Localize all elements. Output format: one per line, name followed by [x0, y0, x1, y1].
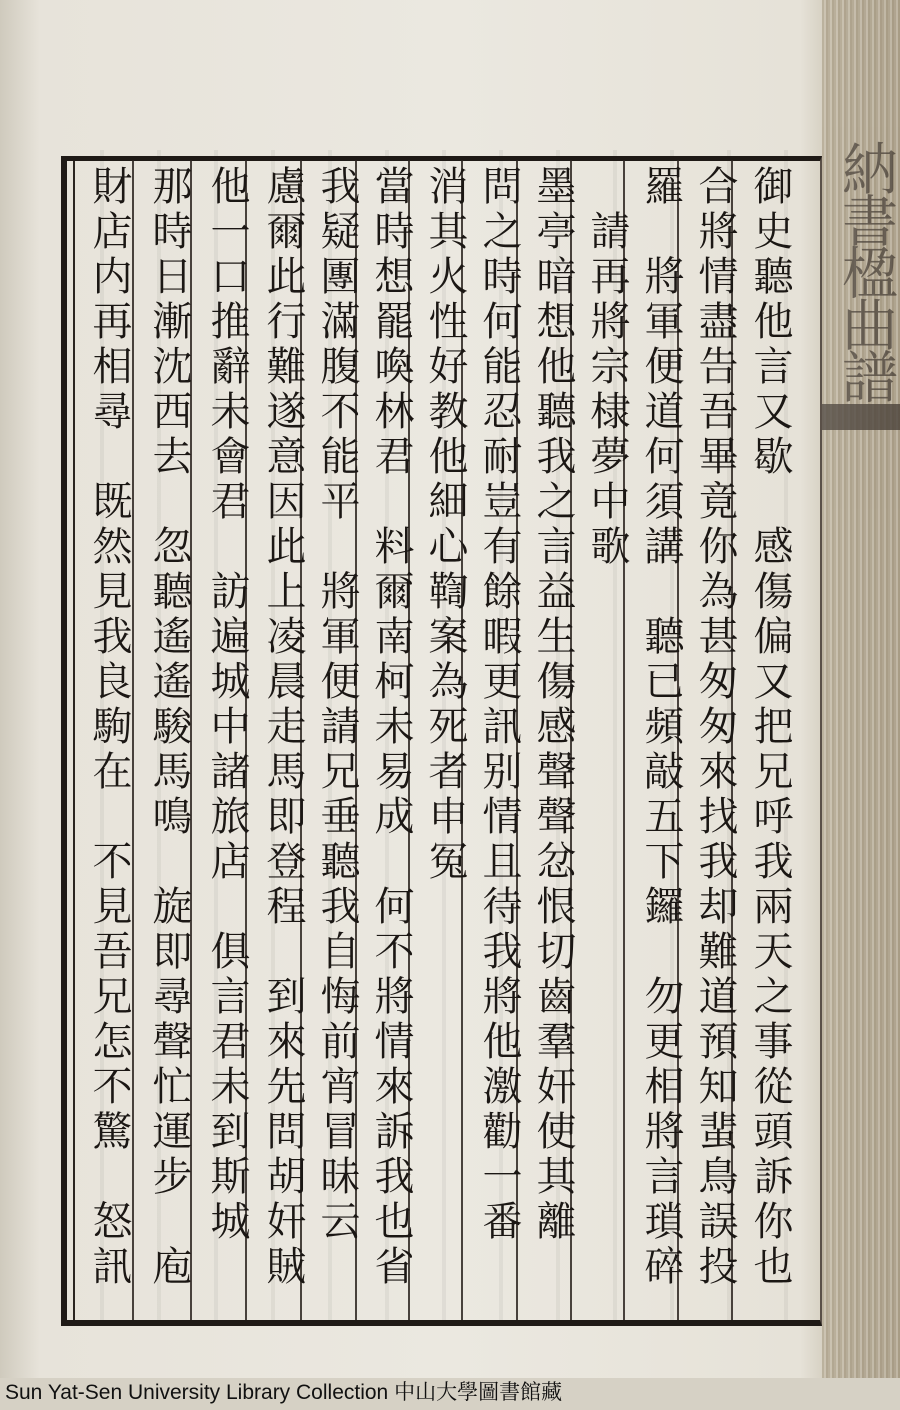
text-column: 財店内再相尋 既然見我良駒在 不見吾兄怎不驚 怒訊: [86, 165, 132, 1290]
fore-edge-margin: [822, 0, 900, 1378]
edge-title: 納書楹曲譜: [833, 140, 898, 400]
text-column: 他一口推辭未會君 訪遍城中諸旅店 俱言君未到斯城: [204, 165, 250, 1245]
text-column: 我疑團滿腹不能平 將軍便請兄垂聽我自悔前宵冒昧云: [314, 165, 360, 1245]
library-caption: Sun Yat-Sen University Library Collection 中山大學圖書館藏: [5, 1378, 895, 1408]
text-column: 慮爾此行難遂意因此上凌晨走馬即登程 到來先問胡奸賊: [260, 165, 306, 1290]
text-column: 請再將宗棣夢中歌: [584, 165, 630, 570]
text-column: 羅 將軍便道何須講 聽已頻敲五下鑼 勿更相將言瑣碎: [638, 165, 684, 1290]
text-column: 墨亭暗想他聽我之言益生傷感聲聲忿恨切齒羣奸使其離: [530, 165, 576, 1245]
text-column: 消其火性好教他細心鞫案為死者申冤: [422, 165, 468, 885]
fishtail-mark: [822, 404, 900, 430]
text-column: 合將情盡告吾畢竟你為甚匆匆來找我却難道預知蜚鳥誤投: [692, 165, 738, 1290]
text-column: 當時想罷喚林君 料爾南柯未易成 何不將情來訴我也省: [368, 165, 414, 1290]
text-column: 御史聽他言又歇 感傷偏又把兄呼我兩天之事從頭訴你也: [747, 165, 793, 1290]
text-column: 問之時何能忍耐豈有餘暇更訊别情且待我將他激勸一番: [476, 165, 522, 1245]
text-column: 那時日漸沈西去 忽聽遙遙駿馬鳴 旋即尋聲忙運步 庖: [146, 165, 192, 1290]
